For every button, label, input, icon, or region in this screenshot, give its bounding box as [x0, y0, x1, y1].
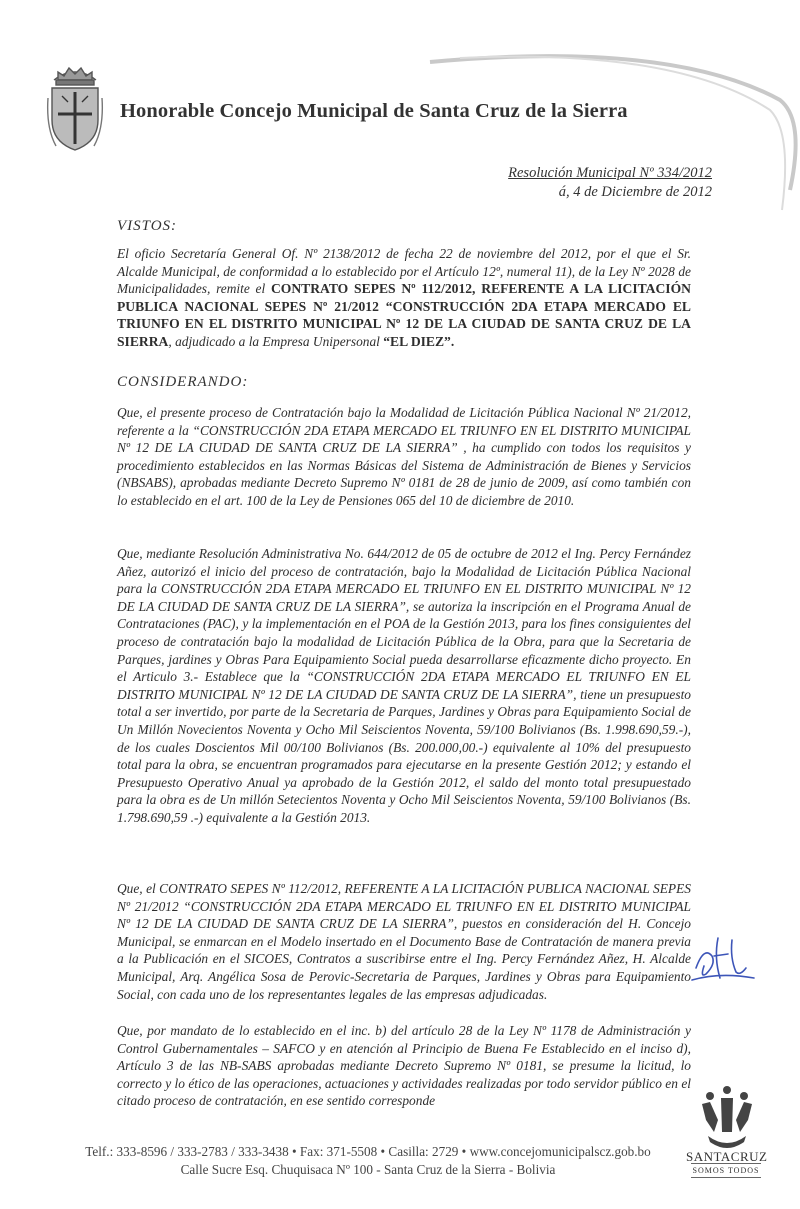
resolution-number: Resolución Municipal Nº 334/2012	[508, 165, 712, 181]
logo-caption	[686, 1150, 766, 1178]
considerando-paragraph-1: Que, el presente proceso de Contratación bajo la Modalidad de Licitación Pública Nacional Nº 21/2012, referente a la “CONSTRUCCIÓN 2DA ETAPA MERCADO EL TRIUNFO EN EL DISTRITO MUNICIPAL Nº 12 DE LA CIUDAD DE SANTA CRUZ DE LA SIERRA” , ha cumplido con todos los requisitos y procedimiento establecidos en las Normas Básicas del Sistema de Administración de Bienes y Servicios (NBSABS), aprobadas mediante Decreto Supremo Nº 0181 de 28 de junio de 2009, así como también con lo establecido en el art. 100 de la Ley de Pensiones 065 del 10 de diciembre de 2010.	[117, 405, 691, 508]
vistos-paragraph	[117, 245, 691, 351]
considerando-heading: CONSIDERANDO:	[117, 374, 249, 390]
footer-address: Calle Sucre Esq. Chuquisaca Nº 100 - Santa Cruz de la Sierra - Bolivia	[180, 1162, 556, 1177]
logo-name: SANTACRUZ	[686, 1149, 768, 1164]
signature-initials	[690, 928, 762, 988]
vistos-heading: VISTOS:	[117, 218, 178, 234]
organization-title: Honorable Concejo Municipal de Santa Cruz de la Sierra	[120, 100, 628, 122]
logo-tagline: SOMOS TODOS	[691, 1163, 762, 1178]
vistos-text-a: El oficio Secretaría General Of. Nº 2138/2012 de fecha 22 de noviembre del 2012, por el que el Sr. Alcalde Municipal, de conformidad a lo establecido por el Artículo 12º, numeral 11), de la Ley Nº 2028 de Municipalidades, remite el	[117, 246, 691, 297]
resolution-date: á, 4 de Diciembre de 2012	[558, 184, 712, 200]
vistos-contract-bold: CONTRATO SEPES Nº 112/2012, REFERENTE A LA LICITACIÓN PUBLICA NACIONAL SEPES Nº 21/2012 “CONSTRUCCIÓN 2DA ETAPA MERCADO EL TRIUNFO EN EL DISTRITO MUNICIPAL Nº 12 DE LA CIUDAD DE SANTA CRUZ DE LA SIERRA	[117, 281, 691, 349]
resolution-block	[508, 164, 712, 202]
considerando-paragraph-2: Que, mediante Resolución Administrativa No. 644/2012 de 05 de octubre de 2012 el Ing. Percy Fernández Añez, autorizó el inicio del proceso de contratación, bajo la Modalidad de Licitación Pública Nacional para la CONSTRUCCIÓN 2DA ETAPA MERCADO EL TRIUNFO EN EL DISTRITO MUNICIPAL Nº 12 DE LA CIUDAD DE SANTA CRUZ DE LA SIERRA”, se autoriza la inscripción en el Programa Anual de Contrataciones (PAC), y la implementación en el POA de la Gestión 2013, para los fines consiguientes del proceso de contratación bajo la modalidad de Licitación Pública de la Obra, para que la Secretaria de Parques, jardines y Obras Para Equipamiento Social pueda desarrollarse eficazmente dicho proyecto. En el Articulo 3.- Establece que la “CONSTRUCCIÓN 2DA ETAPA MERCADO EL TRIUNFO EN EL DISTRITO MUNICIPAL Nº 12 DE LA CIUDAD DE SANTA CRUZ DE LA SIERRA”, tiene un presupuesto total a ser invertido, por parte de la Secretaria de Parques, Jardines y Obras para Equipamiento Social de Un Millón Novecientos Noventa y Ocho Mil Seiscientos Noventa, 59/100 Bolivianos (Bs. 1.998.690,59.-), de los cuales Doscientos Mil 00/100 Bolivianos (Bs. 200.000,00.-) equivalente al 10% del presupuesto total para la obra, se encuentran programados para ejecutarse en la presente Gestión 2012; y estando el Presupuesto Operativo Anual ya aprobado de la Gestión 2012, el saldo del monto total presupuestado para la obra es de Un millón Setecientos Noventa y Ocho Mil Seiscientos Noventa, 59/100 Bolivianos (Bs. 1.798.690,59 .-) equivalente a la Gestión 2013.	[117, 546, 691, 825]
considerando-paragraph-4: Que, por mandato de lo establecido en el inc. b) del artículo 28 de la Ley Nº 1178 de Administración y Control Gubernamentales – SAFCO y en atención al Principio de Buena Fe Establecido en el inciso d), Artículo 3 de las NB-SABS aprobadas mediante Decreto Supremo Nº 0181, se presume la licitud, lo correcto y lo ético de las operaciones, actuaciones y actividades realizadas por todo servidor público en el citado proceso de contratación, en ese sentido corresponde	[117, 1023, 691, 1109]
footer-contact: Telf.: 333-8596 / 333-2783 / 333-3438 • Fax: 371-5508 • Casilla: 2729 • www.concejomunicipalscz.gob.bo	[85, 1144, 651, 1159]
vistos-company: “EL DIEZ”.	[383, 333, 455, 349]
considerando-paragraph-3: Que, el CONTRATO SEPES Nº 112/2012, REFERENTE A LA LICITACIÓN PUBLICA NACIONAL SEPES Nº 21/2012 “CONSTRUCCIÓN 2DA ETAPA MERCADO EL TRIUNFO EN EL DISTRITO MUNICIPAL Nº 12 DE LA CIUDAD DE SANTA CRUZ DE LA SIERRA”, puestos en consideración del H. Concejo Municipal, se enmarcan en el Modelo insertado en el Documento Base de Contratación de manera previa a la Publicación en el SICOES, Contratos a suscribirse entre el Ing. Percy Fernández Añez, H. Alcalde Municipal, Arq. Angélica Sosa de Perovic-Secretaria de Parques, Jardines y Obras para Equipamiento Social, con cada uno de los representantes legales de las empresas adjudicadas.	[117, 881, 691, 1002]
coat-of-arms-icon	[44, 58, 106, 158]
footer	[58, 1143, 678, 1179]
vistos-text-c: , adjudicado a la Empresa Unipersonal	[168, 333, 384, 349]
